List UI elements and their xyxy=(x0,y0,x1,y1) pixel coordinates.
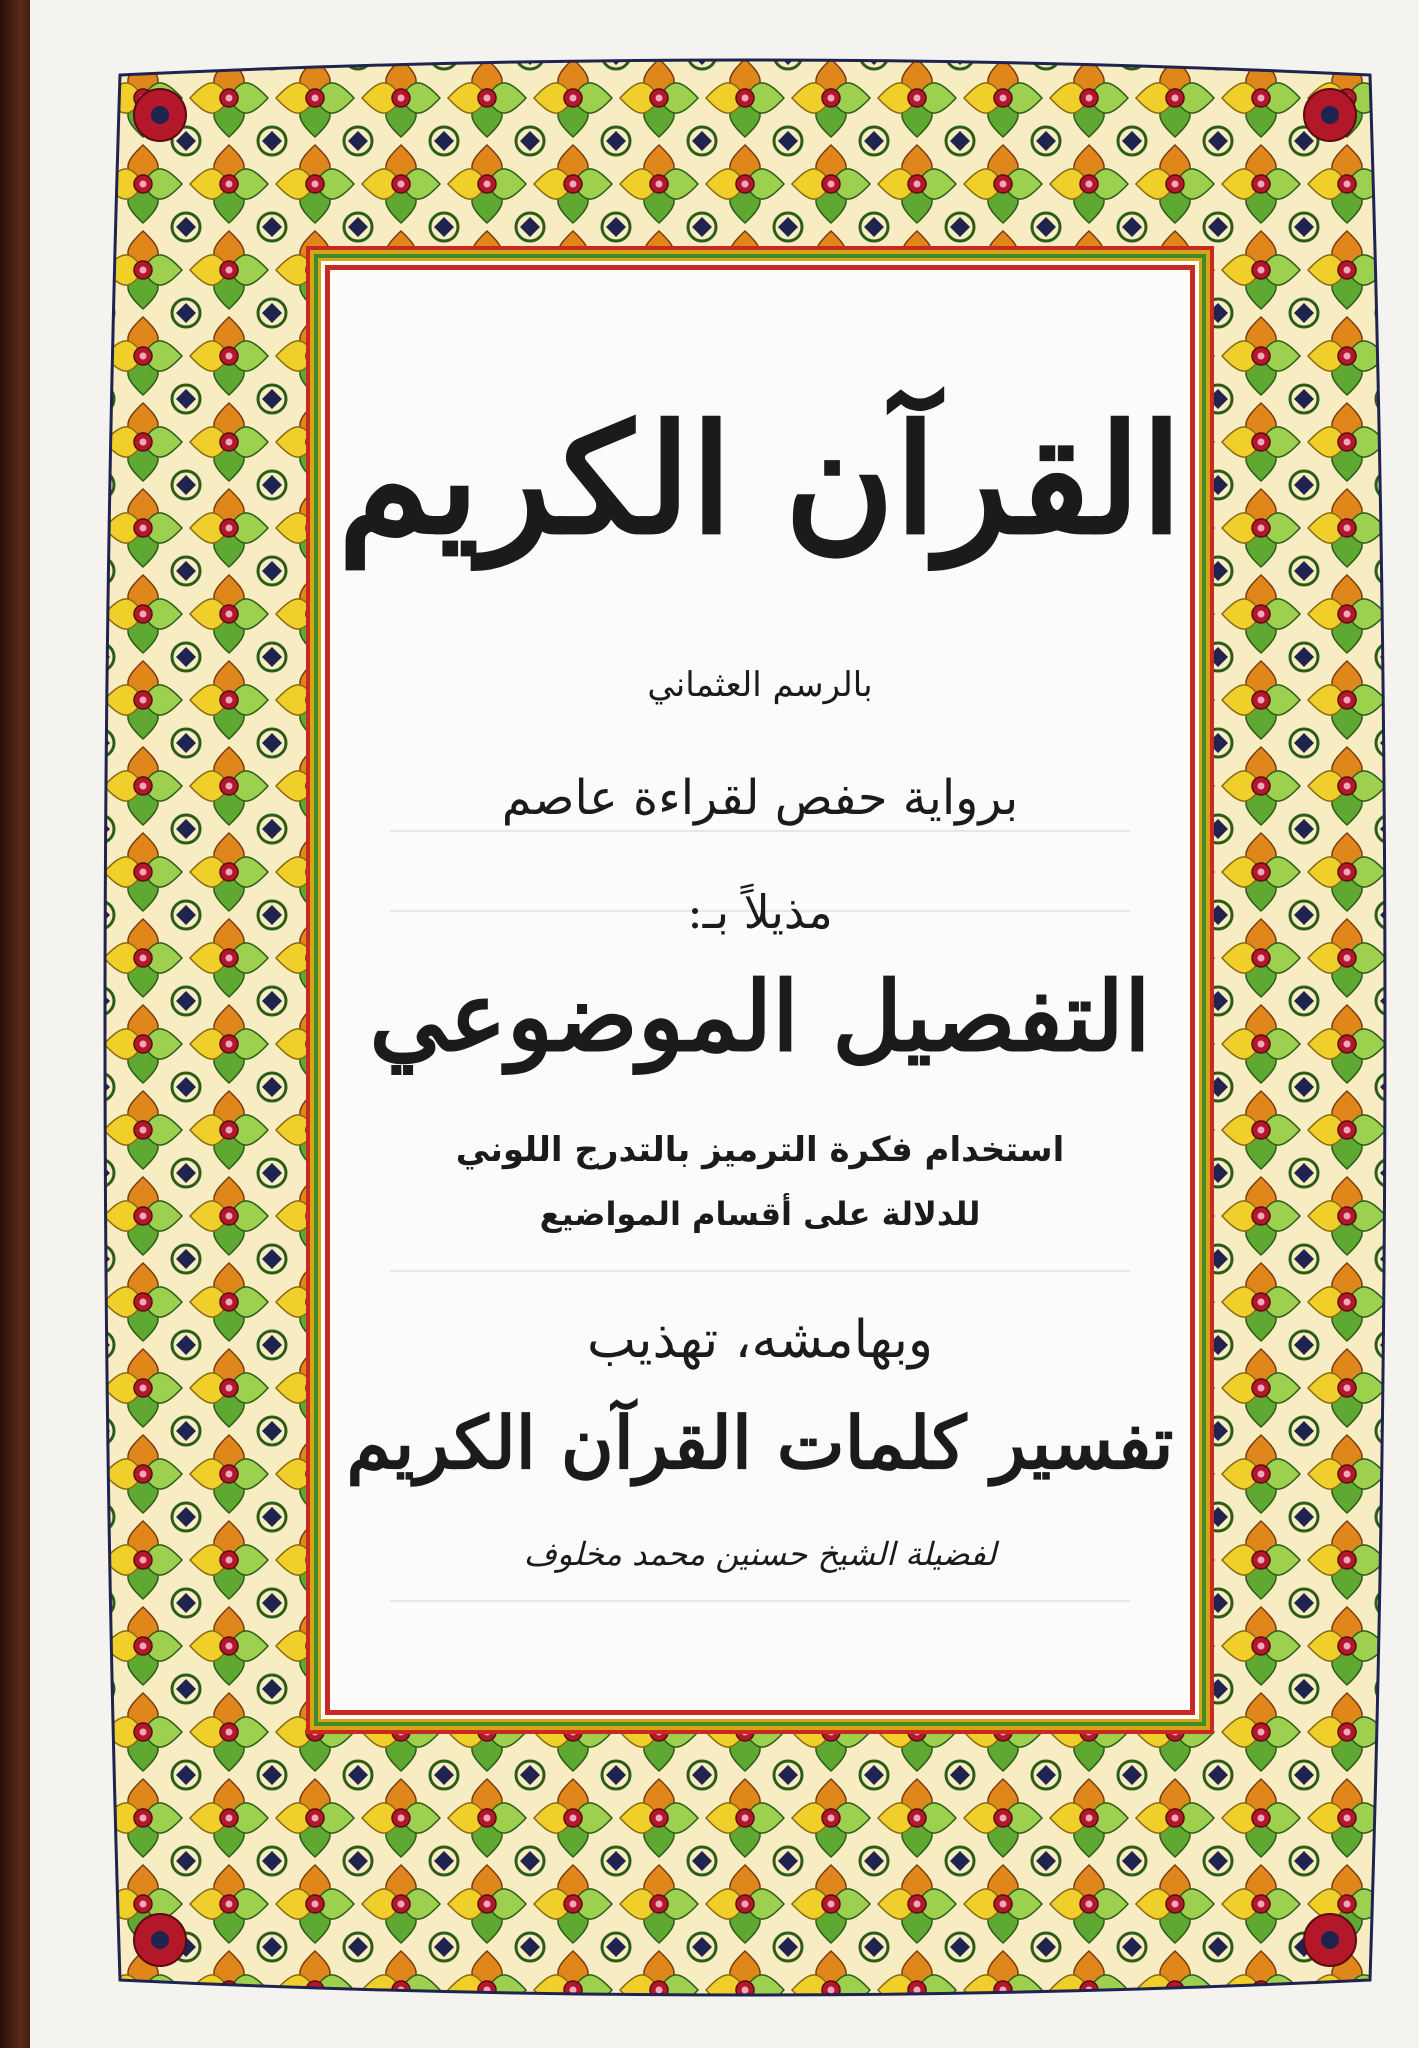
title-page xyxy=(30,0,1419,2048)
bleed-through-line xyxy=(390,830,1130,832)
author-credit: لفضيلة الشيخ حسنين محمد مخلوف xyxy=(523,1535,997,1573)
title-panel xyxy=(330,270,1190,1710)
script-style-subtitle: بالرسم العثماني xyxy=(647,665,873,705)
bleed-through-line xyxy=(390,1600,1130,1602)
appendix-title: التفصيل الموضوعي xyxy=(369,960,1151,1073)
narration-subtitle: برواية حفص لقراءة عاصم xyxy=(501,770,1019,826)
appendix-description-2: للدلالة على أقسام المواضيع xyxy=(539,1195,981,1233)
book-title: القرآن الكريم xyxy=(337,392,1183,568)
bleed-through-line xyxy=(390,1270,1130,1272)
margin-work-title: تفسير كلمات القرآن الكريم xyxy=(346,1400,1174,1485)
margin-label: وبهامشه، تهذيب xyxy=(586,1310,934,1370)
appendix-description-1: استخدام فكرة الترميز بالتدرج اللوني xyxy=(455,1130,1065,1170)
appendix-label: مذيلاً بـ: xyxy=(687,885,833,939)
book-binding-edge xyxy=(0,0,34,2048)
